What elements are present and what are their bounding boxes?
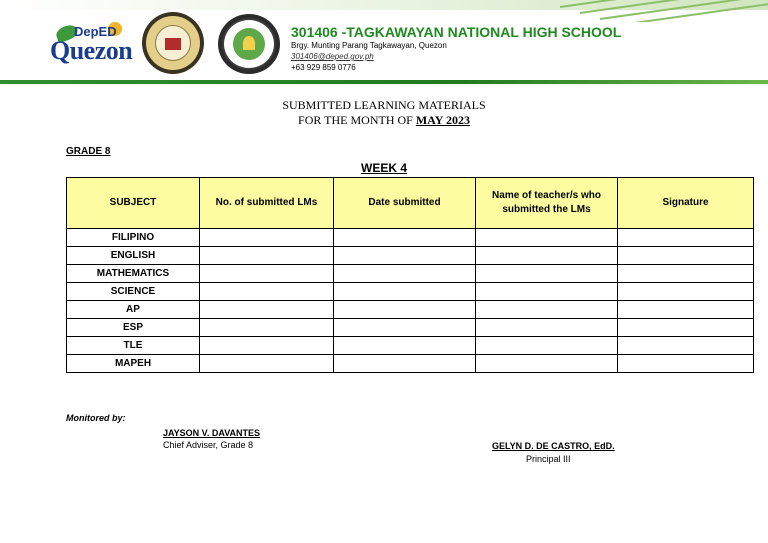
subtitle-prefix: FOR THE MONTH OF — [298, 113, 413, 127]
table-body — [67, 229, 754, 373]
teacher-cell[interactable] — [476, 319, 618, 337]
date-cell[interactable] — [334, 247, 476, 265]
table-row — [67, 301, 754, 319]
table-row — [67, 319, 754, 337]
report-month: MAY 2023 — [415, 113, 470, 127]
learning-materials-table — [66, 177, 754, 373]
subject-cell: ESP — [67, 319, 200, 337]
lm-count-cell[interactable] — [200, 265, 334, 283]
col-header-date: Date submitted — [334, 178, 476, 229]
deped-logo-text: DepED — [74, 24, 117, 39]
lm-count-cell[interactable] — [200, 283, 334, 301]
signature-cell[interactable] — [618, 229, 754, 247]
lm-count-cell[interactable] — [200, 355, 334, 373]
subject-cell: FILIPINO — [67, 229, 200, 247]
letterhead — [0, 0, 768, 86]
lm-count-cell[interactable] — [200, 319, 334, 337]
school-email-link[interactable]: 301406@deped.gov.ph — [291, 52, 374, 61]
grade-label: GRADE 8 — [66, 146, 111, 157]
teacher-cell[interactable] — [476, 337, 618, 355]
col-header-subject: SUBJECT — [67, 178, 200, 229]
signature-cell[interactable] — [618, 355, 754, 373]
table-row — [67, 355, 754, 373]
teacher-cell[interactable] — [476, 229, 618, 247]
teacher-cell[interactable] — [476, 247, 618, 265]
lm-count-cell[interactable] — [200, 247, 334, 265]
subject-cell: SCIENCE — [67, 283, 200, 301]
school-address: Brgy. Munting Parang Tagkawayan, Quezon — [291, 41, 447, 50]
subject-cell: MAPEH — [67, 355, 200, 373]
subject-cell: MATHEMATICS — [67, 265, 200, 283]
teacher-cell[interactable] — [476, 283, 618, 301]
monitored-by-label: Monitored by: — [66, 413, 126, 423]
signature-cell[interactable] — [618, 247, 754, 265]
date-cell[interactable] — [334, 229, 476, 247]
teacher-cell[interactable] — [476, 301, 618, 319]
table-header-row — [67, 178, 754, 229]
teacher-cell[interactable] — [476, 265, 618, 283]
lm-count-cell[interactable] — [200, 229, 334, 247]
signature-cell[interactable] — [618, 301, 754, 319]
date-cell[interactable] — [334, 355, 476, 373]
header-divider — [0, 80, 768, 84]
signature-cell[interactable] — [618, 265, 754, 283]
signature-cell[interactable] — [618, 337, 754, 355]
lm-count-cell[interactable] — [200, 337, 334, 355]
school-name: 301406 -TAGKAWAYAN NATIONAL HIGH SCHOOL — [291, 24, 622, 40]
adviser-role: Chief Adviser, Grade 8 — [163, 440, 254, 450]
date-cell[interactable] — [334, 301, 476, 319]
school-phone: +63 929 859 0776 — [291, 63, 356, 72]
table-row — [67, 265, 754, 283]
col-header-teacher: Name of teacher/s who submitted the LMs — [476, 178, 618, 229]
division-seal-icon — [142, 12, 204, 74]
date-cell[interactable] — [334, 265, 476, 283]
school-seal-icon — [218, 14, 280, 74]
principal-name: GELYN D. DE CASTRO, EdD. — [492, 441, 615, 451]
header-stripes — [560, 0, 768, 22]
signature-cell[interactable] — [618, 283, 754, 301]
document-title: SUBMITTED LEARNING MATERIALS — [282, 98, 486, 112]
document-subtitle — [0, 113, 768, 128]
subject-cell: AP — [67, 301, 200, 319]
teacher-cell[interactable] — [476, 355, 618, 373]
date-cell[interactable] — [334, 283, 476, 301]
deped-quezon-logo — [50, 22, 133, 66]
lm-count-cell[interactable] — [200, 301, 334, 319]
table-row — [67, 283, 754, 301]
subject-cell: ENGLISH — [67, 247, 200, 265]
col-header-signature: Signature — [618, 178, 754, 229]
table-row — [67, 229, 754, 247]
table-row — [67, 337, 754, 355]
principal-role: Principal III — [526, 454, 571, 464]
adviser-name: JAYSON V. DAVANTES — [163, 428, 261, 438]
col-header-lm-count: No. of submitted LMs — [200, 178, 334, 229]
date-cell[interactable] — [334, 337, 476, 355]
date-cell[interactable] — [334, 319, 476, 337]
table-row — [67, 247, 754, 265]
subject-cell: TLE — [67, 337, 200, 355]
signature-cell[interactable] — [618, 319, 754, 337]
deped-logo-subtext: Quezon — [50, 36, 133, 65]
week-label: WEEK 4 — [361, 161, 408, 175]
